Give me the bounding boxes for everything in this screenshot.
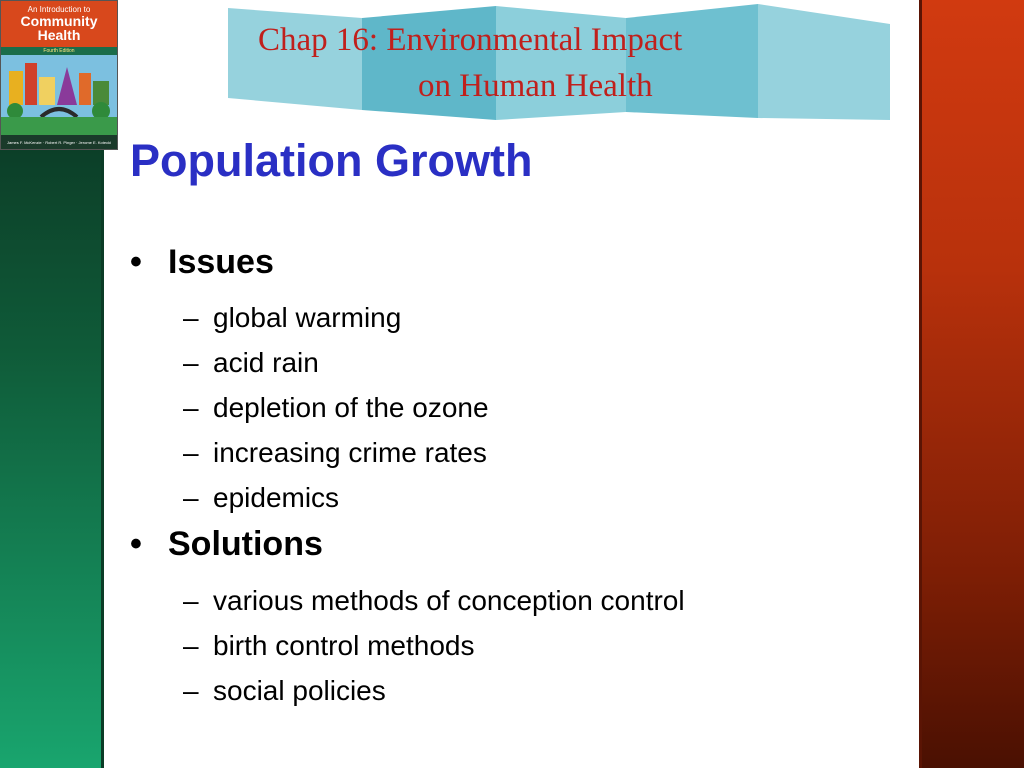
sub-bullet (183, 585, 685, 617)
right-decorative-bar (921, 0, 1024, 768)
sub-bullet (183, 630, 474, 662)
dash-marker: – (183, 302, 199, 333)
sub-bullet (183, 437, 487, 469)
dash-marker: – (183, 482, 199, 513)
bullet-solutions (130, 525, 323, 564)
sub-bullet (183, 302, 401, 334)
dash-marker: – (183, 585, 199, 616)
cover-subtitle-text: An Introduction to (27, 5, 91, 14)
cover-title-community: Community (20, 13, 98, 29)
sub-bullet (183, 675, 386, 707)
slide-title-line2: on Human Health (418, 68, 653, 104)
dash-marker: – (183, 630, 199, 661)
sub-bullet-text: birth control methods (213, 630, 475, 661)
sub-bullet-text: social policies (213, 675, 386, 706)
sub-bullet (183, 482, 339, 514)
bullet-dot: • (130, 525, 142, 563)
bullet-dot: • (130, 243, 142, 281)
slide-title-line1: Chap 16: Environmental Impact (258, 22, 683, 58)
sub-bullet (183, 392, 489, 424)
title-banner (228, 0, 892, 126)
right-bar-edge (919, 0, 922, 768)
bullet-issues (130, 243, 274, 282)
sub-bullet-text: various methods of conception control (213, 585, 685, 616)
dash-marker: – (183, 437, 199, 468)
dash-marker: – (183, 347, 199, 378)
bullet-label-solutions: Solutions (168, 525, 323, 563)
sub-bullet-text: acid rain (213, 347, 319, 378)
book-cover-image (0, 0, 118, 150)
dash-marker: – (183, 675, 199, 706)
sub-bullet-text: increasing crime rates (213, 437, 487, 468)
sub-bullet-text: epidemics (213, 482, 340, 513)
bullet-label-issues: Issues (168, 243, 274, 281)
cover-edition-text: Fourth Edition (43, 48, 75, 54)
sub-bullet (183, 347, 319, 379)
sub-bullet-text: global warming (213, 302, 402, 333)
slide-heading: Population Growth (130, 135, 533, 186)
dash-marker: – (183, 392, 199, 423)
cover-authors-text: James F. McKenzie · Robert R. Pinger · Jerome E. Kotecki (6, 140, 112, 145)
cover-title-health: Health (37, 27, 81, 43)
sub-bullet-text: depletion of the ozone (213, 392, 489, 423)
